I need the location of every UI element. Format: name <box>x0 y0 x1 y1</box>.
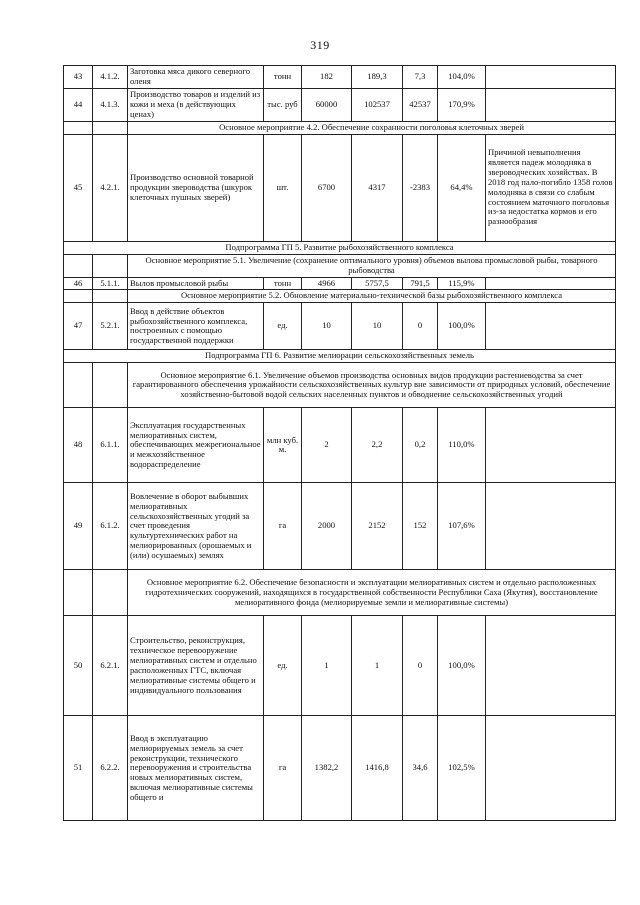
actual-value: 4317 <box>352 134 403 241</box>
table-row <box>64 616 616 716</box>
deviation-value: 0,2 <box>403 408 438 483</box>
deviation-value: 34,6 <box>403 716 438 821</box>
actual-value: 5757,5 <box>352 277 403 290</box>
row-number: 50 <box>64 616 93 716</box>
deviation-value: 0 <box>403 616 438 716</box>
blank-cell <box>64 570 93 616</box>
plan-value: 10 <box>302 303 352 350</box>
table-row <box>64 277 616 290</box>
completion-percent: 104,0% <box>438 66 486 89</box>
blank-cell <box>64 254 93 277</box>
indicators-table <box>63 65 616 821</box>
row-number: 45 <box>64 134 93 241</box>
indicator-name: Заготовка мяса дикого северного оленя <box>128 66 264 89</box>
blank-cell <box>93 290 128 303</box>
section-row <box>64 241 616 254</box>
indicator-code: 6.2.1. <box>93 616 128 716</box>
actual-value: 102537 <box>352 89 403 122</box>
table-row <box>64 483 616 570</box>
completion-percent: 107,6% <box>438 483 486 570</box>
blank-cell <box>64 290 93 303</box>
actual-value: 2,2 <box>352 408 403 483</box>
unit-of-measure: га <box>264 483 302 570</box>
plan-value: 182 <box>302 66 352 89</box>
indicator-code: 4.2.1. <box>93 134 128 241</box>
table-row <box>64 303 616 350</box>
section-heading: Основное мероприятие 4.2. Обеспечение сохранности поголовья клеточных зверей <box>128 121 616 134</box>
indicator-name: Производство товаров и изделий из кожи и меха (в действующих ценах) <box>128 89 264 122</box>
completion-percent: 100,0% <box>438 303 486 350</box>
completion-percent: 100,0% <box>438 616 486 716</box>
deviation-value: -2383 <box>403 134 438 241</box>
blank-cell <box>93 363 128 408</box>
subprogram-heading: Подпрограмма ГП 6. Развитие мелиорации сельскохозяйственных земель <box>64 350 616 363</box>
section-row <box>64 254 616 277</box>
note-cell <box>486 277 616 290</box>
note-cell <box>486 303 616 350</box>
row-number: 51 <box>64 716 93 821</box>
blank-cell <box>93 570 128 616</box>
note-cell <box>486 616 616 716</box>
completion-percent: 115,9% <box>438 277 486 290</box>
note-cell <box>486 483 616 570</box>
row-number: 46 <box>64 277 93 290</box>
section-heading: Основное мероприятие 5.1. Увеличение (сохранение оптимального уровня) объемов вылова промысловой рыбы, товарного рыбоводства <box>128 254 616 277</box>
indicator-code: 6.1.2. <box>93 483 128 570</box>
actual-value: 1 <box>352 616 403 716</box>
blank-cell <box>64 363 93 408</box>
deviation-value: 152 <box>403 483 438 570</box>
section-heading: Основное мероприятие 6.1. Увеличение объемов производства основных видов продукции растениеводства за счет гарантированного обеспечения урожайности сельскохозяйственных культур вне зависимости от природных условий, обеспечение хозяйственно-бытовой водой сельских населенных пунктов и обводнение сельскохозяйственных угодий <box>128 363 616 408</box>
indicator-code: 5.2.1. <box>93 303 128 350</box>
plan-value: 1382,2 <box>302 716 352 821</box>
actual-value: 10 <box>352 303 403 350</box>
section-heading: Основное мероприятие 6.2. Обеспечение безопасности и эксплуатации мелиоративных систем и отдельно расположенных гидротехнических сооружений, находящихся в государственной собственности Республики Саха (Якутия), восстановление мелиоративного фонда (мелиорируемые земли и мелиоративные системы) <box>128 570 616 616</box>
row-number: 47 <box>64 303 93 350</box>
blank-cell <box>93 254 128 277</box>
unit-of-measure: тонн <box>264 277 302 290</box>
table-row <box>64 89 616 122</box>
section-row <box>64 350 616 363</box>
note-cell <box>486 408 616 483</box>
section-row <box>64 121 616 134</box>
table-row <box>64 408 616 483</box>
unit-of-measure: ед. <box>264 303 302 350</box>
indicator-code: 6.2.2. <box>93 716 128 821</box>
indicator-code: 6.1.1. <box>93 408 128 483</box>
note-cell <box>486 716 616 821</box>
unit-of-measure: тыс. руб <box>264 89 302 122</box>
completion-percent: 64,4% <box>438 134 486 241</box>
plan-value: 1 <box>302 616 352 716</box>
deviation-value: 7,3 <box>403 66 438 89</box>
indicator-code: 4.1.2. <box>93 66 128 89</box>
unit-of-measure: млн куб. м. <box>264 408 302 483</box>
plan-value: 2000 <box>302 483 352 570</box>
table-body <box>64 66 616 821</box>
indicator-code: 4.1.3. <box>93 89 128 122</box>
row-number: 44 <box>64 89 93 122</box>
note-cell: Причиной невыполнения является падеж молодняка в звероводческих хозяйствах. В 2018 год пало-погибло 1358 голов молодняка в связи со слабым состоянием маточного поголовья из-за недостатка кормов и его разнообразия <box>486 134 616 241</box>
completion-percent: 110,0% <box>438 408 486 483</box>
indicator-name: Вовлечение в оборот выбывших мелиоративных сельскохозяйственных угодий за счет проведения культуртехнических работ на мелиорированных (орошаемых и (или) осушаемых) землях <box>128 483 264 570</box>
plan-value: 2 <box>302 408 352 483</box>
indicator-name: Строительство, реконструкция, техническое перевооружение мелиоративных систем и отдельно расположенных ГТС, включая мелиоративные системы общего и индивидуального пользования <box>128 616 264 716</box>
plan-value: 60000 <box>302 89 352 122</box>
subprogram-heading: Подпрограмма ГП 5. Развитие рыбохозяйственного комплекса <box>64 241 616 254</box>
table-row <box>64 134 616 241</box>
row-number: 48 <box>64 408 93 483</box>
section-row <box>64 363 616 408</box>
deviation-value: 42537 <box>403 89 438 122</box>
note-cell <box>486 89 616 122</box>
plan-value: 4966 <box>302 277 352 290</box>
unit-of-measure: ед. <box>264 616 302 716</box>
section-row <box>64 570 616 616</box>
indicator-name: Вылов промысловой рыбы <box>128 277 264 290</box>
unit-of-measure: тонн <box>264 66 302 89</box>
row-number: 49 <box>64 483 93 570</box>
plan-value: 6700 <box>302 134 352 241</box>
blank-cell <box>93 121 128 134</box>
indicator-code: 5.1.1. <box>93 277 128 290</box>
completion-percent: 170,9% <box>438 89 486 122</box>
indicator-name: Ввод в эксплуатацию мелиорируемых земель за счет реконструкции, технического перевооружения и строительства новых мелиоративных систем, включая мелиоративные системы общего и <box>128 716 264 821</box>
actual-value: 1416,8 <box>352 716 403 821</box>
indicator-name: Производство основной товарной продукции звероводства (шкурок клеточных пушных зверей) <box>128 134 264 241</box>
section-row <box>64 290 616 303</box>
unit-of-measure: шт. <box>264 134 302 241</box>
indicator-name: Ввод в действие объектов рыбохозяйственного комплекса, построенных с помощью государственной поддержки <box>128 303 264 350</box>
unit-of-measure: га <box>264 716 302 821</box>
actual-value: 2152 <box>352 483 403 570</box>
row-number: 43 <box>64 66 93 89</box>
indicator-name: Эксплуатация государственных мелиоративных систем, обеспечивающих межрегиональное и межхозяйственное водораспределение <box>128 408 264 483</box>
table-row <box>64 66 616 89</box>
blank-cell <box>64 121 93 134</box>
completion-percent: 102,5% <box>438 716 486 821</box>
section-heading: Основное мероприятие 5.2. Обновление материально-технической базы рыбохозяйственного комплекса <box>128 290 616 303</box>
note-cell <box>486 66 616 89</box>
deviation-value: 791,5 <box>403 277 438 290</box>
page-number: 319 <box>310 38 330 52</box>
actual-value: 189,3 <box>352 66 403 89</box>
deviation-value: 0 <box>403 303 438 350</box>
table-row <box>64 716 616 821</box>
